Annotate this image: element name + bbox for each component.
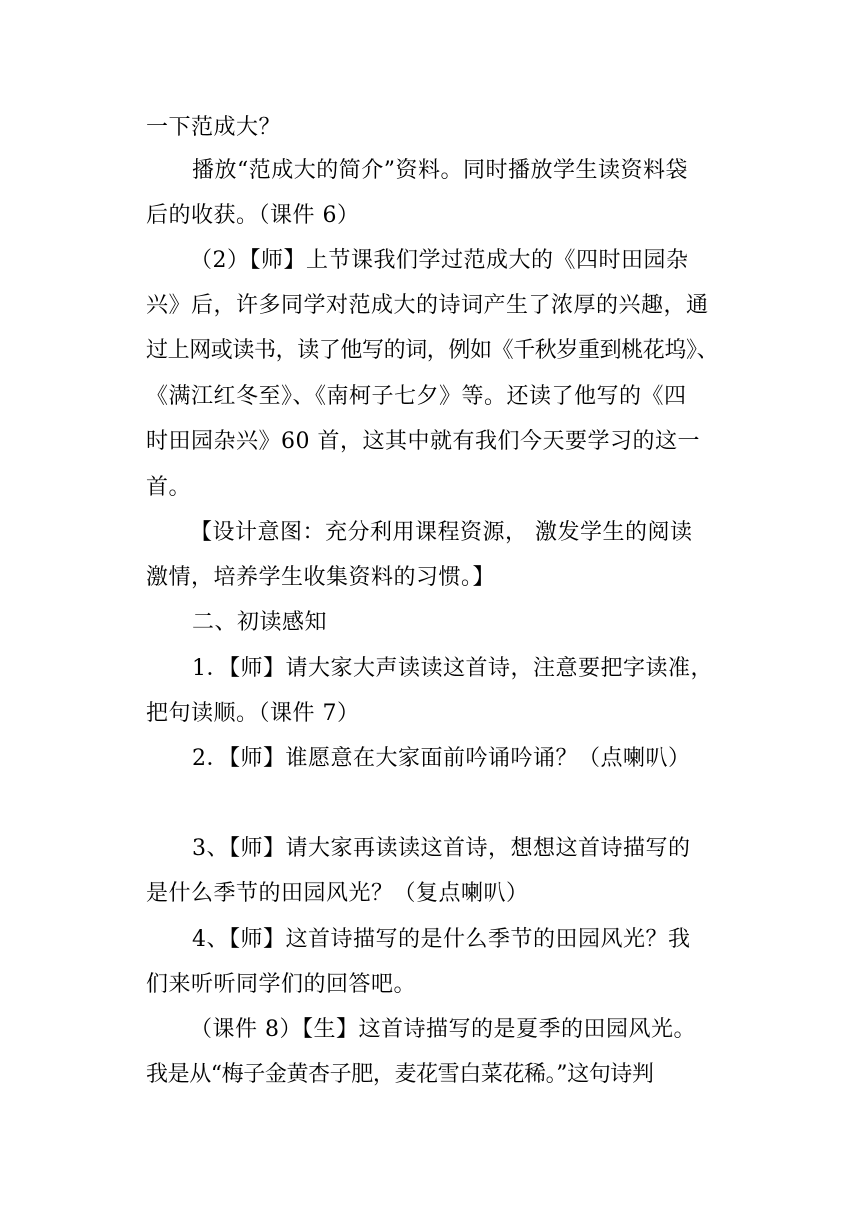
design-intent-line: 【设计意图：充分利用课程资源， 激发学生的阅读 — [190, 520, 693, 545]
text-line: 后的收获。（课件 6） — [146, 203, 360, 228]
text-line: 兴》后，许多同学对范成大的诗词产生了浓厚的兴趣，通 — [146, 293, 709, 318]
text-line: 3、【师】请大家再读读这首诗，想想这首诗描写的 — [192, 836, 691, 861]
text-line: 《满江红冬至》、《南柯子七夕》等。还读了他写的《四 — [146, 384, 687, 409]
text-line: 我是从“梅子金黄杏子肥，麦花雪白菜花稀。”这句诗判 — [146, 1062, 654, 1087]
text-line: 首。 — [146, 475, 192, 500]
text-line: 是什么季节的田园风光？（复点喇叭） — [146, 881, 529, 906]
section-heading: 二、初读感知 — [192, 610, 328, 635]
text-line: （课件 8）【生】这首诗描写的是夏季的田园风光。 — [190, 1017, 696, 1042]
text-line: 们来听听同学们的回答吧。 — [146, 972, 417, 997]
text-line: 把句读顺。（课件 7） — [146, 701, 360, 726]
text-line: （2）【师】上节课我们学过范成大的《四时田园杂 — [190, 248, 689, 273]
text-line: 时田园杂兴》60 首，这其中就有我们今天要学习的这一 — [146, 429, 700, 454]
text-line: 一下范成大？ — [146, 115, 282, 140]
text-line: 1．【师】请大家大声读读这首诗，注意要把字读准， — [192, 656, 713, 681]
text-line: 4、【师】这首诗描写的是什么季节的田园风光？我 — [192, 927, 691, 952]
text-line: 播放“范成大的简介”资料。同时播放学生读资料袋 — [192, 158, 688, 183]
text-line: 过上网或读书，读了他写的词，例如《千秋岁重到桃花坞》、 — [146, 338, 719, 363]
text-line: 2．【师】谁愿意在大家面前吟诵吟诵？（点喇叭） — [192, 746, 691, 771]
design-intent-line: 激情，培养学生收集资料的习惯。】 — [146, 565, 496, 590]
